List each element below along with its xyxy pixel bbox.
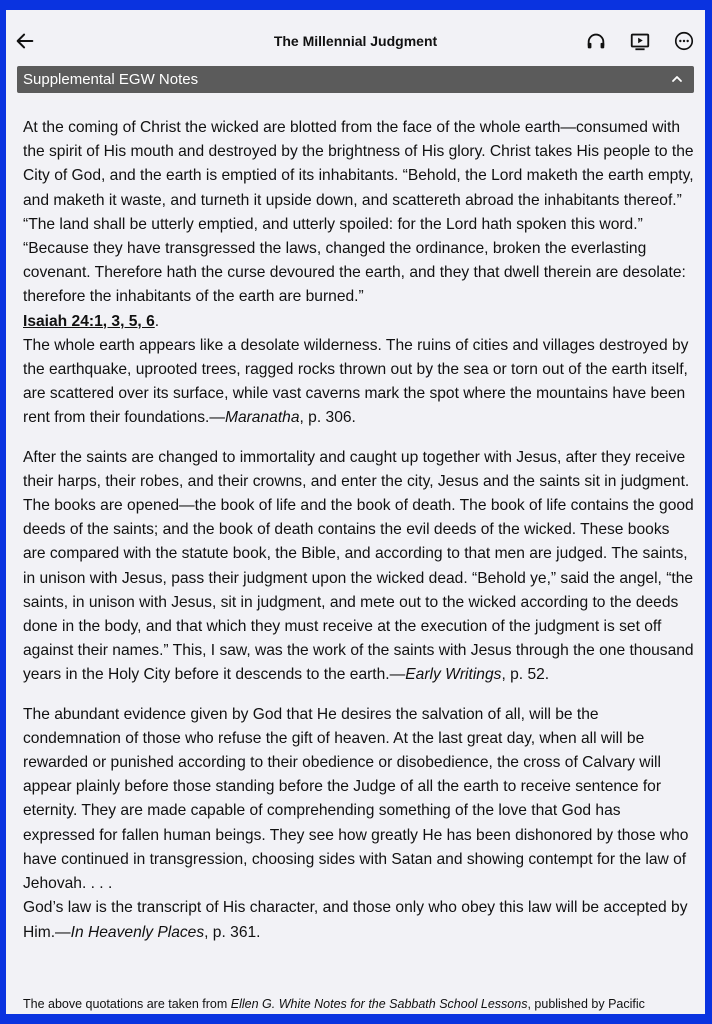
section-title: Supplemental EGW Notes xyxy=(23,71,199,88)
paragraph-3: After the saints are changed to immortality and caught up together with Jesus, after they receive their harps, their robes, and their crowns, and enter the city, Jesus and the saints sit in judgment. The books are opened—the book of life and the book of death. The book of life contains the good deeds of the saints; and the book of death contains the evil deeds of the wicked. These books are compared with the statute book, the Bible, and according to that men are judged. The saints, in unison with Jesus, pass their judgment upon the wicked dead. “Behold ye,” said the angel, “the saints, in unison with Jesus, sit in judgment, and mete out to the wicked according to the deeds done in the body, and that which they must receive at the execution of the judgment is set off against their names.” This, I saw, was the work of the saints with Jesus through the one thousand years in the Holy City before it descends to the earth.—Early Writings, p. 52. xyxy=(23,448,694,684)
paragraph-5: God’s law is the transcript of His character, and those only who obey this law will be accepted by Him.—In Heavenly Places, p. 361. xyxy=(23,899,688,941)
play-video-icon[interactable] xyxy=(629,30,651,52)
more-icon[interactable] xyxy=(673,30,695,52)
notes-content xyxy=(23,116,695,945)
footer-note: The above quotations are taken from Ellen G. White Notes for the Sabbath School Lessons, published by Pacific xyxy=(23,997,645,1011)
page-title: The Millennial Judgment xyxy=(273,33,438,49)
paragraph-1: At the coming of Christ the wicked are blotted from the face of the whole earth—consumed with the spirit of His mouth and destroyed by the brightness of His glory. Christ takes His people to the City of God, and the earth is emptied of its inhabitants. “Behold, the Lord maketh the earth empty, and maketh it waste, and turneth it upside down, and scattereth abroad the inhabitants thereof.” “The land shall be utterly emptied, and utterly spoiled: for the Lord hath spoken this word.” “Because they have transgressed the laws, changed the ordinance, broken the everlasting covenant. Therefore hath the curse devoured the earth, and they that dwell therein are desolate: therefore the inhabitants of the earth are burned.” Isaiah 24:1, 3, 5, 6. xyxy=(23,119,694,330)
paragraph-2: The whole earth appears like a desolate wilderness. The ruins of cities and villages destroyed by the earthquake, uprooted trees, ragged rocks thrown out by the sea or torn out of the earth itself, are scattered over its surface, while vast caverns mark the spot where the mountains have been rent from their foundations.—Maranatha, p. 306. xyxy=(23,336,689,427)
section-header[interactable] xyxy=(17,66,694,93)
chevron-up-icon[interactable] xyxy=(670,72,684,86)
app-frame xyxy=(6,10,705,1014)
top-bar xyxy=(6,10,705,66)
paragraph-4: The abundant evidence given by God that He desires the salvation of all, will be the condemnation of those who refuse the gift of heaven. At the last great day, when all will be rewarded or punished according to their obedience or disobedience, the cross of Calvary will appear plainly before those standing before the Judge of all the earth to receive sentence for eternity. They are made capable of comprehending something of the love that God has expressed for fallen human beings. They see how greatly He has been dishonored by those who have continued in transgression, choosing sides with Satan and showing contempt for the law of Jehovah. . . . xyxy=(23,705,689,893)
headphones-icon[interactable] xyxy=(585,30,607,52)
scripture-link[interactable]: Isaiah 24:1, 3, 5, 6 xyxy=(23,312,155,330)
